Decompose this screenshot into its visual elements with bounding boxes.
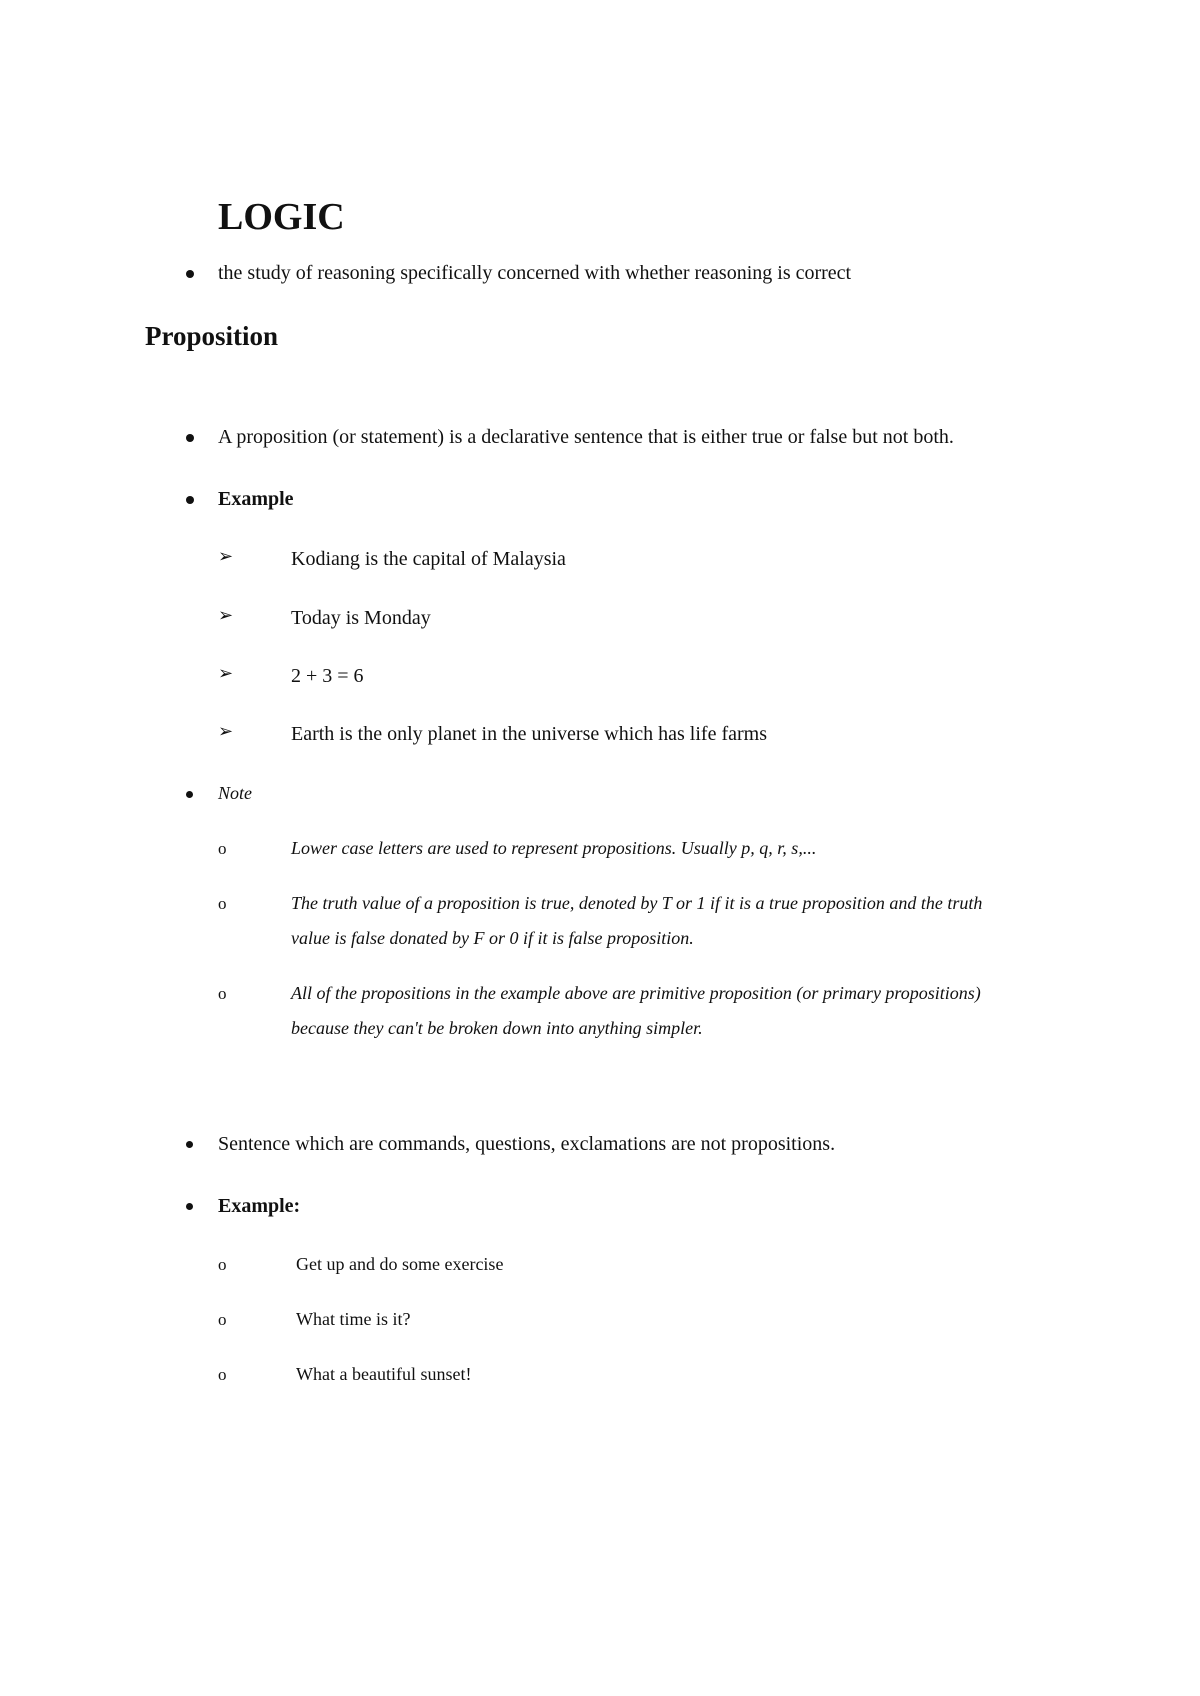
example2-item: What a beautiful sunset! [296, 1364, 472, 1384]
circle-bullet-icon: o [218, 1365, 227, 1384]
circle-bullet-icon: o [218, 894, 227, 913]
bullet-icon [186, 791, 193, 798]
example-label: Example [218, 488, 294, 510]
non-propositions-text: Sentence which are commands, questions, exclamations are not propositions. [218, 1133, 836, 1155]
example2-item: Get up and do some exercise [296, 1254, 504, 1274]
note-item: All of the propositions in the example above are primitive proposition (or primary propositions) [291, 983, 981, 1003]
circle-bullet-icon: o [218, 1255, 227, 1274]
example-item: 2 + 3 = 6 [291, 665, 364, 687]
arrow-bullet-icon: ➢ [218, 721, 234, 742]
example-item: Earth is the only planet in the universe which has life farms [291, 723, 767, 745]
note-label: Note [218, 783, 252, 803]
definition-text: A proposition (or statement) is a declarative sentence that is either true or false but not both. [218, 426, 954, 448]
page-title: LOGIC [218, 196, 345, 238]
bullet-icon [186, 496, 194, 504]
bullet-icon [186, 1203, 193, 1210]
note-item: Lower case letters are used to represent propositions. Usually p, q, r, s,... [291, 838, 817, 858]
bullet-icon [186, 434, 194, 442]
circle-bullet-icon: o [218, 839, 227, 858]
note-item-continued: because they can't be broken down into anything simpler. [291, 1018, 703, 1038]
example2-item: What time is it? [296, 1309, 411, 1329]
arrow-bullet-icon: ➢ [218, 605, 234, 626]
intro-text: the study of reasoning specifically concerned with whether reasoning is correct [218, 262, 852, 284]
note-item-continued: value is false donated by F or 0 if it is false proposition. [291, 928, 694, 948]
bullet-icon [186, 270, 194, 278]
arrow-bullet-icon: ➢ [218, 663, 234, 684]
note-item: The truth value of a proposition is true, denoted by T or 1 if it is a true proposition and the truth [291, 893, 983, 913]
arrow-bullet-icon: ➢ [218, 546, 234, 567]
section-heading: Proposition [145, 321, 279, 351]
circle-bullet-icon: o [218, 984, 227, 1003]
example2-label: Example: [218, 1195, 301, 1217]
circle-bullet-icon: o [218, 1310, 227, 1329]
bullet-icon [186, 1141, 193, 1148]
example-item: Today is Monday [291, 607, 431, 629]
example-item: Kodiang is the capital of Malaysia [291, 548, 566, 570]
